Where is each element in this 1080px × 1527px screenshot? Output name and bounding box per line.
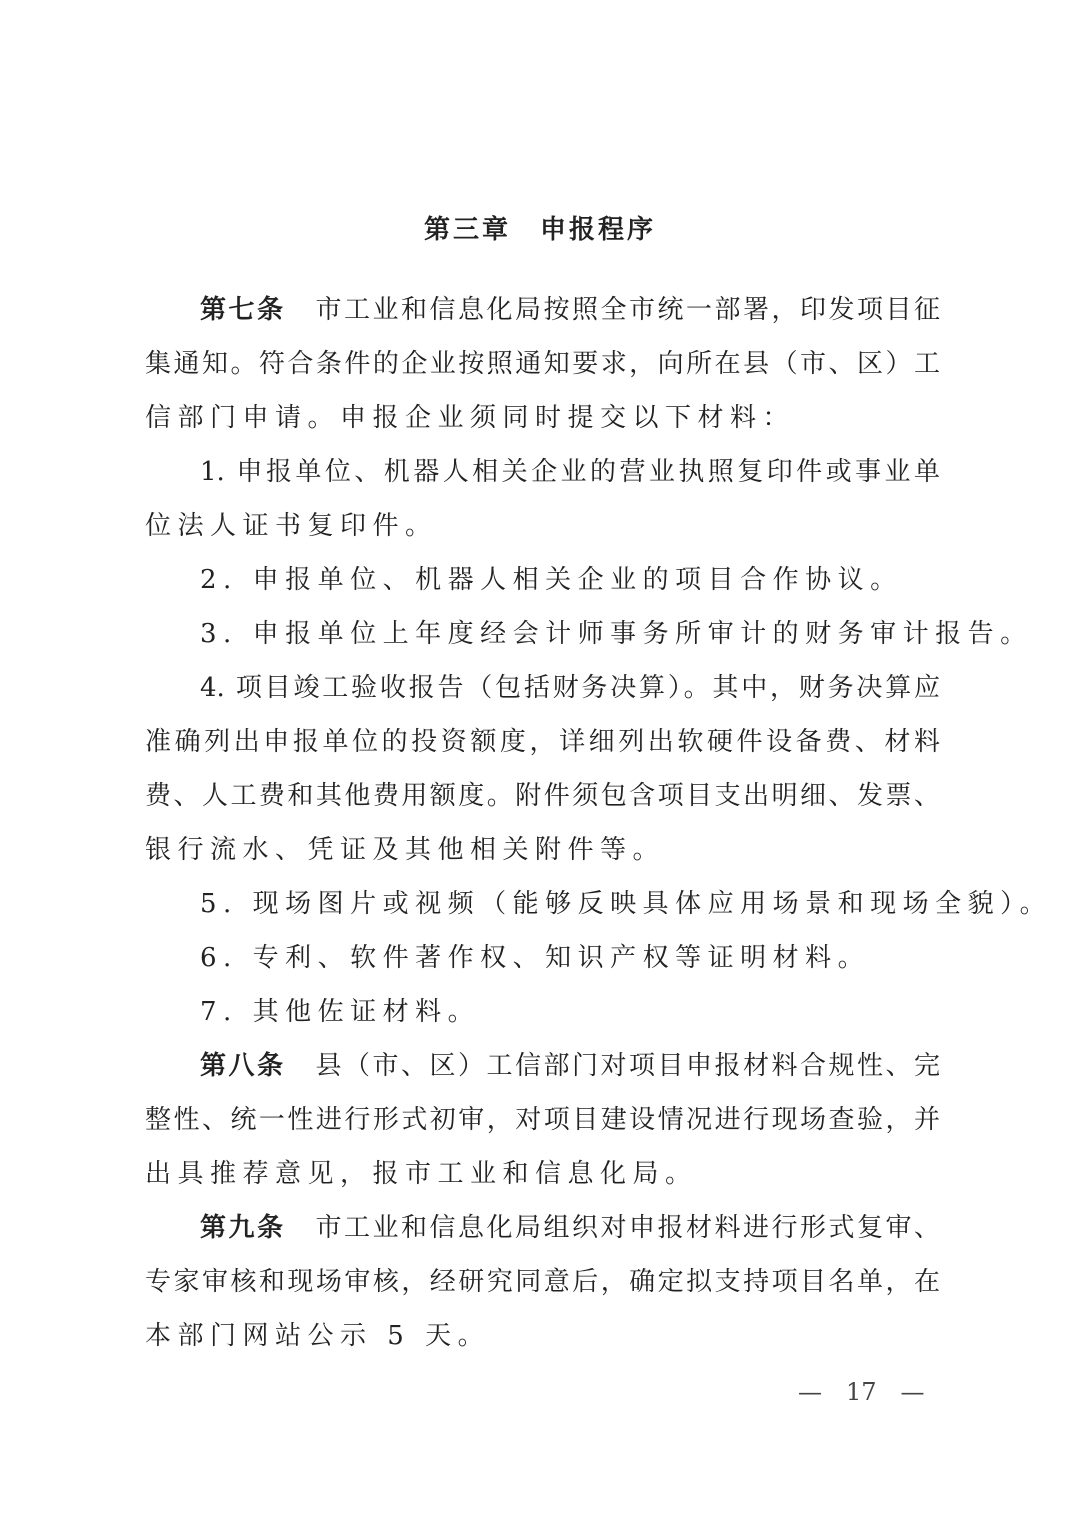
list-item-5: 5. 现场图片或视频（能够反映具体应用场景和现场全貌）。: [200, 889, 1053, 919]
paragraph-line: 本部门网站公示 5 天。: [145, 1321, 491, 1351]
paragraph-line: 银行流水、凭证及其他相关附件等。: [145, 835, 666, 865]
list-item-2: 2. 申报单位、机器人相关企业的项目合作协议。: [200, 565, 903, 595]
page-number: — 17 —: [798, 1378, 925, 1406]
paragraph-line: 专家审核和现场审核，经研究同意后，确定拟支持项目名单，在: [145, 1267, 940, 1297]
paragraph-line: 准确列出申报单位的投资额度，详细列出软硬件设备费、材料: [145, 727, 940, 757]
paragraph-line: [200, 288, 940, 332]
paragraph-line: [200, 1206, 940, 1250]
list-item-4: 4. 项目竣工验收报告（包括财务决算）。其中，财务决算应: [200, 673, 940, 703]
line-text: 县（市、区）工信部门对项目申报材料合规性、完: [315, 1051, 940, 1081]
paragraph-line: 费、人工费和其他费用额度。附件须包含项目支出明细、发票、: [145, 781, 940, 811]
paragraph-line: 位法人证书复印件。: [145, 511, 438, 541]
list-item-3: 3. 申报单位上年度经会计师事务所审计的财务审计报告。: [200, 619, 1033, 649]
article-number: 第九条: [200, 1213, 286, 1243]
article-number: 第七条: [200, 295, 286, 325]
paragraph-line: [200, 1044, 940, 1088]
paragraph-line: 信部门申请。申报企业须同时提交以下材料：: [145, 403, 796, 433]
paragraph-line: 出具推荐意见，报市工业和信息化局。: [145, 1159, 698, 1189]
chapter-title: 第三章 申报程序: [423, 215, 656, 245]
paragraph-line: 集通知。符合条件的企业按照通知要求，向所在县（市、区）工: [145, 349, 940, 379]
article-number: 第八条: [200, 1051, 286, 1081]
line-text: 市工业和信息化局按照全市统一部署，印发项目征: [315, 295, 940, 325]
list-item-6: 6. 专利、软件著作权、知识产权等证明材料。: [200, 943, 871, 973]
paragraph-line: 整性、统一性进行形式初审，对项目建设情况进行现场查验，并: [145, 1105, 940, 1135]
list-item-7: 7. 其他佐证材料。: [200, 997, 481, 1027]
line-text: 市工业和信息化局组织对申报材料进行形式复审、: [315, 1213, 940, 1243]
list-item-1: 1. 申报单位、机器人相关企业的营业执照复印件或事业单: [200, 457, 940, 487]
